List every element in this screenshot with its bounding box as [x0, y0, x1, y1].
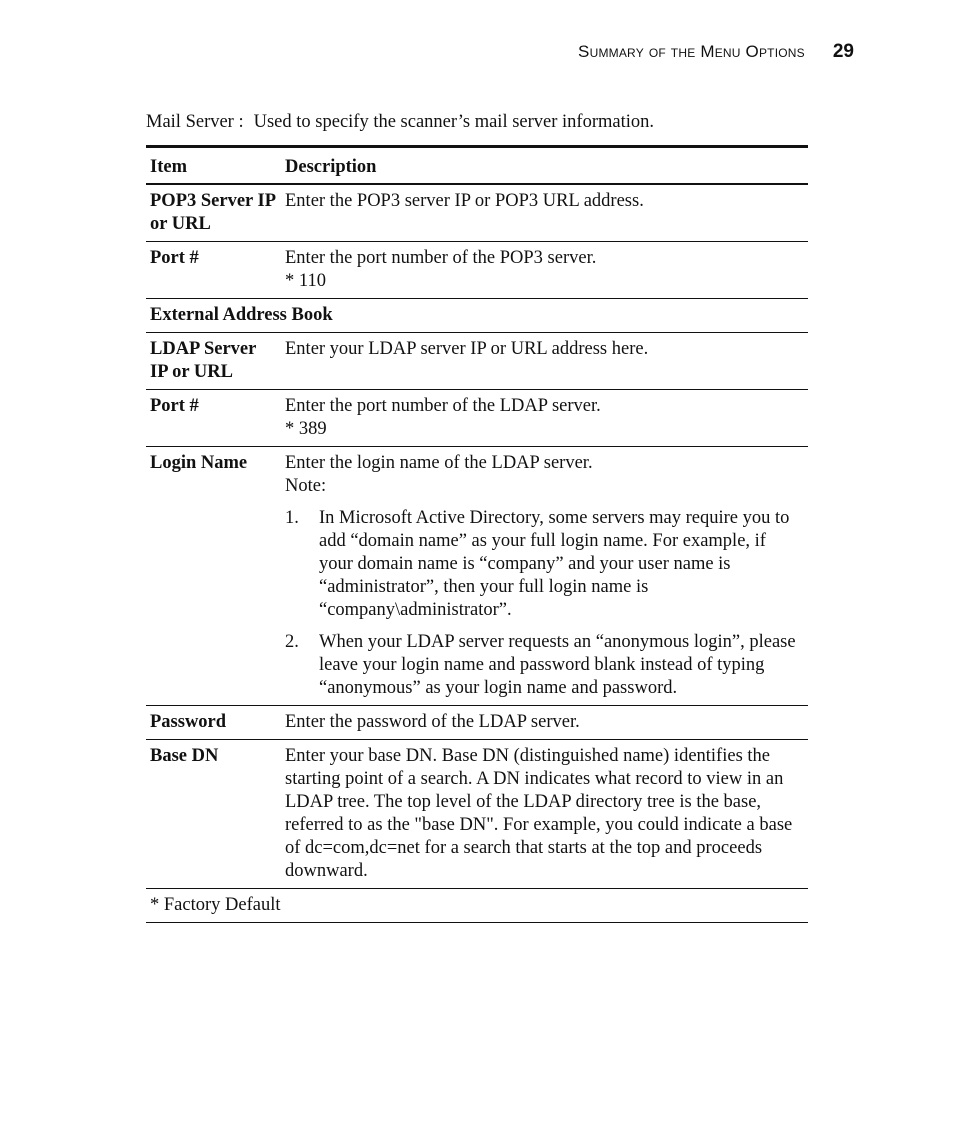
- list-item: [285, 507, 804, 622]
- table-header-row: [146, 147, 808, 185]
- column-header-description: Description: [281, 147, 808, 185]
- item-cell: LDAP Server IP or URL: [146, 333, 281, 390]
- description-cell: [281, 390, 808, 447]
- table-footnote-row: [146, 889, 808, 923]
- note-text: When your LDAP server requests an “anonymous login”, please leave your login name and password blank instead of typing “anonymous” as your login name and password.: [319, 632, 796, 698]
- note-number: 2.: [285, 632, 299, 652]
- item-cell: Port #: [146, 390, 281, 447]
- table-row: [146, 333, 808, 390]
- intro-label: Mail Server :: [146, 112, 244, 132]
- running-header: [578, 41, 854, 63]
- item-cell: Password: [146, 706, 281, 740]
- table-section-row: [146, 299, 808, 333]
- note-number: 1.: [285, 508, 299, 528]
- mail-server-options-table: [146, 145, 808, 923]
- note-label: Note:: [285, 476, 327, 496]
- table-row: [146, 390, 808, 447]
- section-title: Summary of the Menu Options: [578, 42, 805, 61]
- note-text: In Microsoft Active Directory, some servers may require you to add “domain name” as your full login name. For example, if your domain name is “company” and your user name is “administrator”, then your full login name is “company\administrator”.: [319, 508, 790, 620]
- description-line: Enter your LDAP server IP or URL address here.: [285, 339, 649, 359]
- table-row: [146, 447, 808, 706]
- table-row: [146, 184, 808, 242]
- description-cell: [281, 333, 808, 390]
- column-header-item: Item: [146, 147, 281, 185]
- factory-default-value: * 110: [285, 271, 326, 291]
- item-cell: Port #: [146, 242, 281, 299]
- notes-list: [285, 507, 804, 700]
- item-cell: POP3 Server IP or URL: [146, 184, 281, 242]
- description-line: Enter the POP3 server IP or POP3 URL address.: [285, 191, 644, 211]
- item-cell: Base DN: [146, 740, 281, 889]
- description-cell: [281, 740, 808, 889]
- intro-line: [146, 112, 654, 133]
- intro-text: Used to specify the scanner’s mail server information.: [253, 112, 654, 132]
- item-cell: Login Name: [146, 447, 281, 706]
- table-row: [146, 740, 808, 889]
- description-line: Enter the port number of the LDAP server.: [285, 396, 601, 416]
- description-line: Enter the port number of the POP3 server.: [285, 248, 597, 268]
- page-number: 29: [832, 41, 854, 62]
- description-cell: [281, 242, 808, 299]
- factory-default-value: * 389: [285, 419, 327, 439]
- description-line: Enter the password of the LDAP server.: [285, 712, 580, 732]
- table-row: [146, 242, 808, 299]
- description-line: Enter your base DN. Base DN (distinguished name) identifies the starting point of a search. A DN indicates what record to view in an LDAP tree. The top level of the LDAP directory tree is the base, referred to as the "base DN". For example, you could indicate a base of dc=com,dc=net for a search that starts at the top and proceeds downward.: [285, 746, 793, 881]
- description-cell: [281, 706, 808, 740]
- section-heading: External Address Book: [146, 299, 808, 333]
- description-cell: [281, 184, 808, 242]
- description-line: Enter the login name of the LDAP server.: [285, 453, 593, 473]
- description-cell: [281, 447, 808, 706]
- list-item: [285, 631, 804, 700]
- footnote: * Factory Default: [146, 889, 808, 923]
- table-row: [146, 706, 808, 740]
